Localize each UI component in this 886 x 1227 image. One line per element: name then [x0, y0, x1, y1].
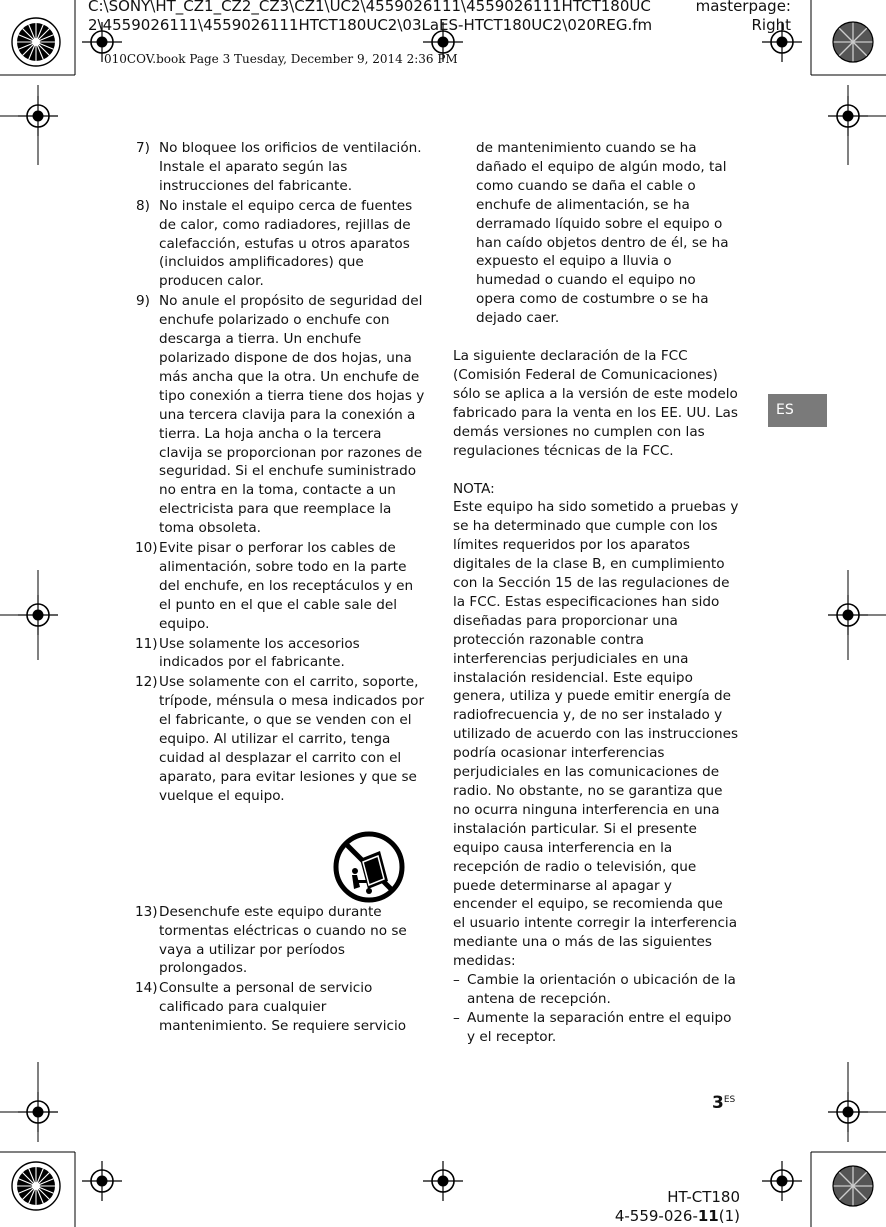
part-bold: 11	[697, 1207, 719, 1225]
measure-text: Cambie la orientación o ubicación de la antena de recepción.	[467, 972, 736, 1007]
measure-text: Aumente la separación entre el equipo y el receptor.	[467, 1009, 732, 1045]
fcc-statement: La siguiente declaración de la FCC (Comisión Federal de Comunicaciones) sólo se aplica a la versión de este modelo fabricado para la venta en los EE. UU. Las demás versiones no cumplen con las regulaciones técnicas de la FCC.	[453, 348, 738, 459]
item-number: 10)	[135, 540, 158, 557]
page-number-suffix: ES	[723, 1095, 736, 1105]
right-column	[453, 139, 739, 1047]
masterpage-label	[696, 0, 791, 35]
list-item	[136, 197, 426, 292]
item-number: 8)	[136, 197, 150, 214]
part-number	[615, 1207, 740, 1226]
part-prefix: 4-559-026-	[614, 1207, 698, 1225]
masterpage-value: Right	[751, 16, 791, 34]
item-text: Desenchufe este equipo durante tormentas eléctricas o cuando no se vaya a utilizar por períodos prolongados.	[159, 903, 407, 977]
dash-bullet: –	[453, 972, 460, 989]
page-number-value: 3	[712, 1093, 724, 1113]
item-text: Use solamente con el carrito, soporte, trípode, ménsula o mesa indicados por el fabricante, o que se venden con el equipo. Al utilizar el carrito, tenga cuidad al desplazar el carrito con el aparato, para evitar lesiones y que se vuelque el equipo.	[159, 674, 425, 804]
page-number	[712, 1093, 735, 1113]
item-number: 12)	[135, 674, 158, 691]
note-title: NOTA:	[453, 480, 495, 497]
item-number: 7)	[136, 140, 150, 156]
list-item	[136, 979, 426, 1036]
masterpage-label-text: masterpage:	[695, 0, 791, 15]
item-number: 13)	[135, 903, 158, 920]
spacer	[453, 328, 739, 347]
language-tab: ES	[768, 394, 827, 427]
cart-tip-over-warning-icon	[333, 831, 405, 903]
item-14-continuation: de mantenimiento cuando se ha dañado el equipo de algún modo, tal como cuando se daña el cable o enchufe de alimentación, se ha derramado líquido sobre el equipo o han caído objetos dentro de él, se ha expuesto el equipo a lluvia o humedad o cuando el equipo no opera como de costumbre o se ha dejado caer.	[476, 140, 729, 327]
book-info: 010COV.book Page 3 Tuesday, December 9, 2014 2:36 PM	[104, 52, 458, 66]
list-item	[136, 292, 426, 538]
model-name: HT-CT180	[667, 1188, 740, 1206]
measure-item	[453, 1009, 739, 1047]
item-text: Use solamente los accesorios indicados por el fabricante.	[159, 635, 360, 671]
file-path-line-2: 2\4559026111\4559026111HTCT180UC2\03LaES-HTCT180UC2\020REG.fm	[88, 16, 653, 34]
part-suffix: (1)	[718, 1207, 740, 1225]
item-text: Consulte a personal de servicio calificado para cualquier mantenimiento. Se requiere servicio	[159, 980, 407, 1035]
item-text: No instale el equipo cerca de fuentes de calor, como radiadores, rejillas de calefacción, estufas u otros aparatos (incluidos amplificadores) que producen calor.	[159, 197, 413, 290]
item-number: 11)	[135, 635, 158, 652]
list-item	[136, 903, 426, 979]
dash-bullet: –	[453, 1009, 460, 1026]
list-item	[136, 673, 426, 805]
note-body: Este equipo ha sido sometido a pruebas y se ha determinado que cumple con los límites requeridos por los aparatos digitales de la clase B, en cumplimiento con la Sección 15 de las regulaciones de la FCC. Estas especificaciones han sido diseñadas para proporcionar una protección razonable contra interferencias perjudiciales en una instalación residencial. Este equipo genera, utiliza y puede emitir energía de radiofrecuencia y, de no ser instalado y utilizado de acuerdo con las instrucciones podría ocasionar interferencias perjudiciales en las comunicaciones de radio. No obstante, no se garantiza que no ocurra ninguna interferencia en una instalación particular. Si el presente equipo causa interferencia en la recepción de radio o televisión, que puede determinarse al apagar y encender el equipo, se recomienda que el usuario intente corregir la interferencia mediante una o más de las siguientes medidas:	[453, 499, 739, 970]
model-footer	[615, 1188, 740, 1226]
file-path-header	[88, 0, 652, 35]
item-text: No anule el propósito de seguridad del enchufe polarizado o enchufe con descarga a tierra. Un enchufe polarizado dispone de dos hojas, una más ancha que la otra. Un enchufe de tipo conexión a tierra tiene dos hojas y una tercera clavija para la conexión a tierra. La hoja ancha o la tercera clavija se proporcionan por razones de seguridad. Si el enchufe suministrado no entra en la toma, contacte a un electricista para que reemplace la toma obsoleta.	[159, 293, 425, 537]
measure-item	[453, 971, 739, 1009]
list-item	[136, 539, 426, 634]
list-item	[136, 635, 426, 673]
spacer	[453, 461, 739, 480]
item-number: 9)	[136, 293, 150, 310]
file-path-line-1: C:\SONY\HT_CZ1_CZ2_CZ3\CZ1\UC2\4559026111\4559026111HTCT180UC	[88, 0, 651, 15]
item-text: Evite pisar o perforar los cables de alimentación, sobre todo en la parte del enchufe, en los receptáculos y en el punto en el que el cable sale del equipo.	[159, 540, 414, 632]
list-item	[136, 139, 426, 196]
item-text: No bloquee los orificios de ventilación. Instale el aparato según las instrucciones del fabricante.	[159, 140, 422, 194]
item-number: 14)	[135, 980, 158, 997]
